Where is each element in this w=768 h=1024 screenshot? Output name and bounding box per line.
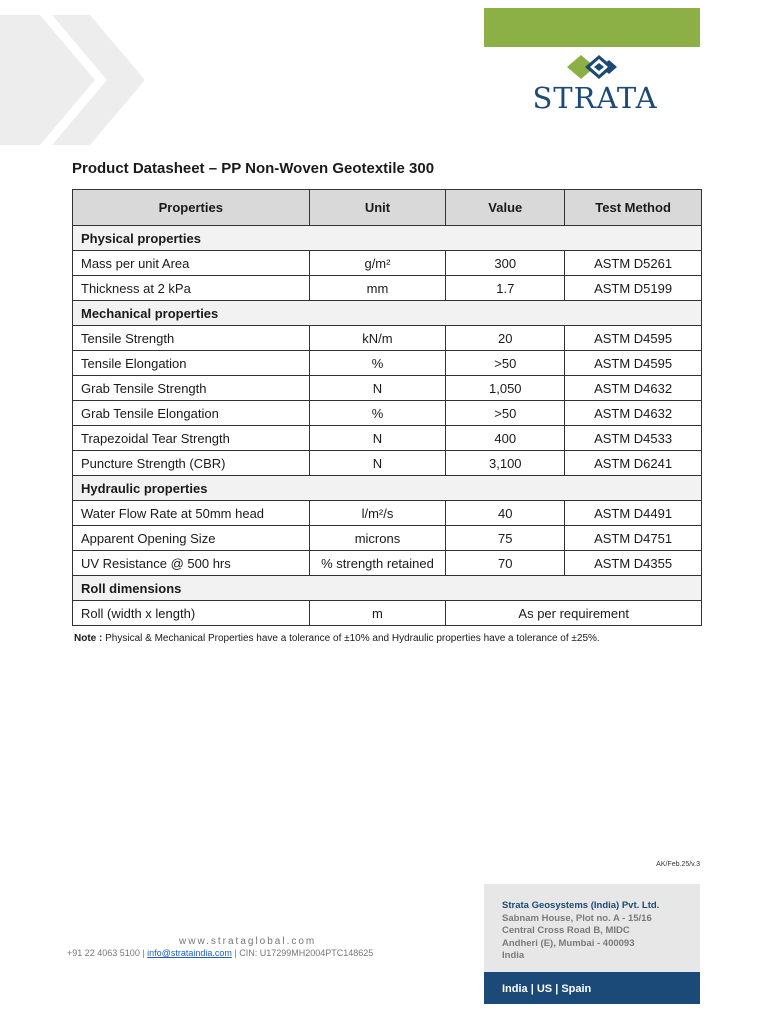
value-cell: 75 xyxy=(446,526,565,551)
unit-cell: % strength retained xyxy=(309,551,446,576)
unit-cell: mm xyxy=(309,276,446,301)
value-cell: 40 xyxy=(446,501,565,526)
note-label: Note : xyxy=(74,633,103,644)
property-cell: Thickness at 2 kPa xyxy=(73,276,310,301)
unit-cell: microns xyxy=(309,526,446,551)
unit-cell: N xyxy=(309,376,446,401)
table-section-row xyxy=(73,476,702,501)
table-section-row xyxy=(73,301,702,326)
table-section-row xyxy=(73,226,702,251)
logo-wordmark: STRATA xyxy=(532,81,658,115)
unit-cell: l/m²/s xyxy=(309,501,446,526)
page-title: Product Datasheet – PP Non-Woven Geotextile 300 xyxy=(72,160,435,177)
value-cell: 400 xyxy=(446,426,565,451)
property-cell: Trapezoidal Tear Strength xyxy=(73,426,310,451)
property-cell: Mass per unit Area xyxy=(73,251,310,276)
test-method-cell: ASTM D4595 xyxy=(565,351,702,376)
table-row xyxy=(73,401,702,426)
test-method-cell: ASTM D5261 xyxy=(565,251,702,276)
test-method-cell: ASTM D4533 xyxy=(565,426,702,451)
tolerance-note xyxy=(74,633,600,644)
table-row xyxy=(73,426,702,451)
value-cell: >50 xyxy=(446,351,565,376)
document-version-code: AK/Feb.25/v.3 xyxy=(656,861,700,868)
unit-cell: % xyxy=(309,401,446,426)
section-label: Mechanical properties xyxy=(73,301,702,326)
contact-line xyxy=(67,948,373,958)
strata-logo xyxy=(530,52,660,124)
test-method-cell: ASTM D4751 xyxy=(565,526,702,551)
section-label: Roll dimensions xyxy=(73,576,702,601)
header-properties: Properties xyxy=(73,190,310,226)
unit-cell: % xyxy=(309,351,446,376)
table-header-row xyxy=(73,190,702,226)
property-cell: Grab Tensile Strength xyxy=(73,376,310,401)
table-section-row xyxy=(73,576,702,601)
chevron-decoration xyxy=(0,0,200,160)
property-cell: Apparent Opening Size xyxy=(73,526,310,551)
property-cell: Puncture Strength (CBR) xyxy=(73,451,310,476)
regions-bar: India | US | Spain xyxy=(484,972,700,1004)
phone-number: +91 22 4063 5100 | xyxy=(67,948,148,958)
table-row xyxy=(73,526,702,551)
test-method-cell: ASTM D5199 xyxy=(565,276,702,301)
unit-cell: N xyxy=(309,426,446,451)
property-cell: Tensile Elongation xyxy=(73,351,310,376)
unit-cell: g/m² xyxy=(309,251,446,276)
table-body xyxy=(73,226,702,626)
value-cell: 20 xyxy=(446,326,565,351)
property-cell: Grab Tensile Elongation xyxy=(73,401,310,426)
section-label: Physical properties xyxy=(73,226,702,251)
diamond-logo-icon xyxy=(563,52,627,82)
header-unit: Unit xyxy=(309,190,446,226)
property-cell: Tensile Strength xyxy=(73,326,310,351)
value-cell: 3,100 xyxy=(446,451,565,476)
table-row xyxy=(73,376,702,401)
section-label: Hydraulic properties xyxy=(73,476,702,501)
test-method-cell: ASTM D4595 xyxy=(565,326,702,351)
value-cell: 70 xyxy=(446,551,565,576)
website-url: www.strataglobal.com xyxy=(179,936,317,947)
table-row xyxy=(73,551,702,576)
company-name: Strata Geosystems (India) Pvt. Ltd. xyxy=(502,900,660,911)
property-cell: UV Resistance @ 500 hrs xyxy=(73,551,310,576)
table-row xyxy=(73,276,702,301)
test-method-cell: ASTM D4355 xyxy=(565,551,702,576)
test-method-cell: ASTM D4632 xyxy=(565,376,702,401)
table-row xyxy=(73,451,702,476)
header-value: Value xyxy=(446,190,565,226)
property-cell: Water Flow Rate at 50mm head xyxy=(73,501,310,526)
test-method-cell: ASTM D4632 xyxy=(565,401,702,426)
property-cell: Roll (width x length) xyxy=(73,601,310,626)
address-line: Andheri (E), Mumbai - 400093 xyxy=(502,937,635,949)
test-method-cell: ASTM D6241 xyxy=(565,451,702,476)
address-line: Central Cross Road B, MIDC xyxy=(502,925,630,936)
table-row xyxy=(73,351,702,376)
value-cell: As per requirement xyxy=(446,601,702,626)
address-line: Sabnam House, Plot no. A - 15/16 xyxy=(502,912,652,924)
properties-table xyxy=(72,189,702,626)
unit-cell: kN/m xyxy=(309,326,446,351)
table-row xyxy=(73,601,702,626)
address-line: India xyxy=(502,950,525,961)
header-test-method: Test Method xyxy=(565,190,702,226)
table-row xyxy=(73,326,702,351)
value-cell: >50 xyxy=(446,401,565,426)
value-cell: 1.7 xyxy=(446,276,565,301)
test-method-cell: ASTM D4491 xyxy=(565,501,702,526)
address-block xyxy=(484,884,700,972)
value-cell: 1,050 xyxy=(446,376,565,401)
note-text: Physical & Mechanical Properties have a tolerance of ±10% and Hydraulic properties have a tolerance of ±25%. xyxy=(102,633,600,644)
cin-number: | CIN: U17299MH2004PTC148625 xyxy=(231,948,374,958)
unit-cell: N xyxy=(309,451,446,476)
value-cell: 300 xyxy=(446,251,565,276)
email-link[interactable]: info@strataindia.com xyxy=(147,948,232,958)
brand-color-bar xyxy=(484,8,700,47)
table-row xyxy=(73,501,702,526)
table-row xyxy=(73,251,702,276)
unit-cell: m xyxy=(309,601,446,626)
